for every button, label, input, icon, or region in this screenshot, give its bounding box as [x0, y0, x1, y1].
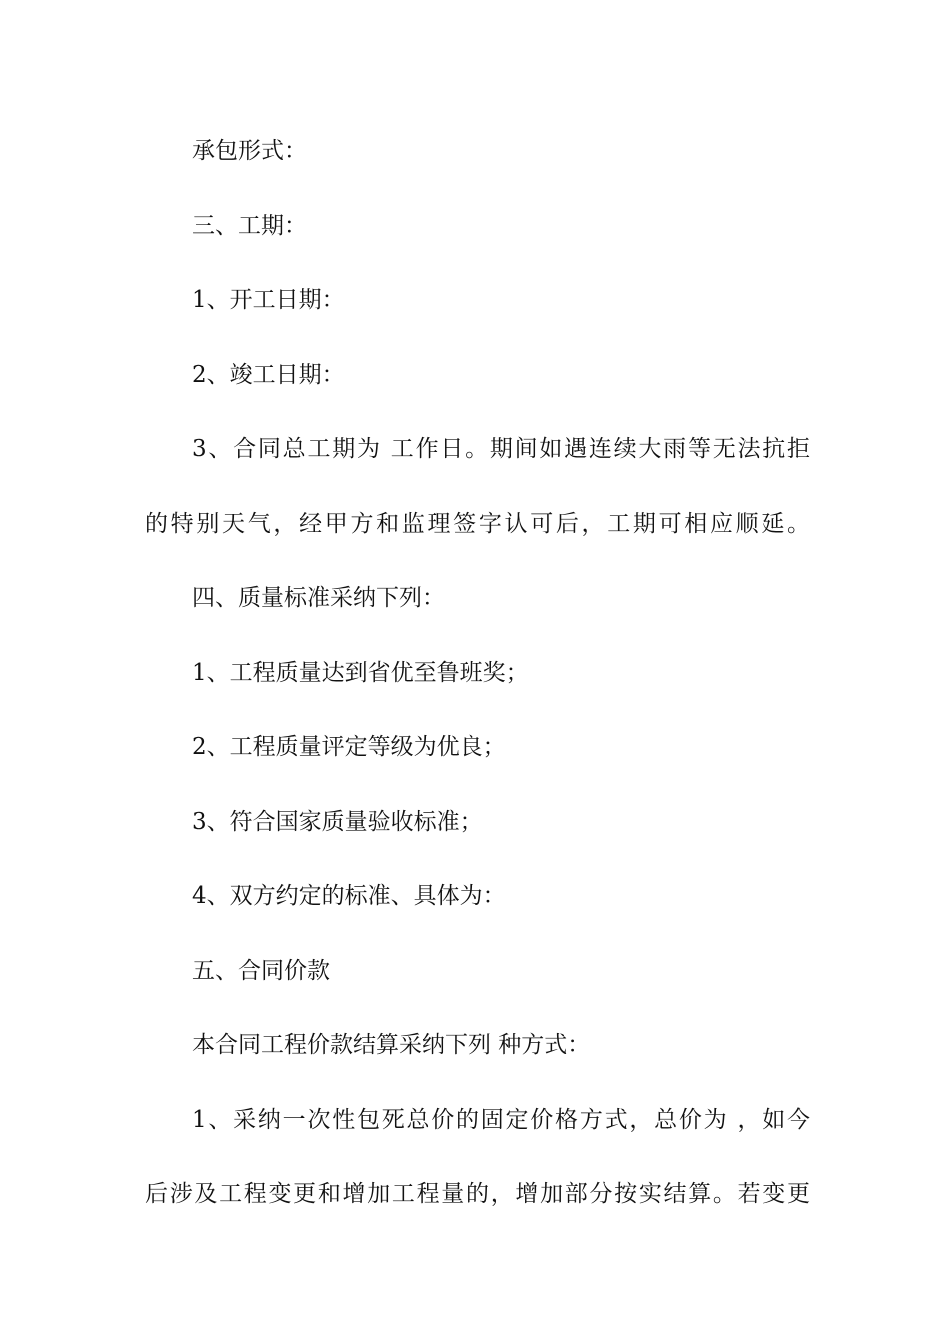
text-line-quality-award: 1、工程质量达到省优至鲁班奖； — [192, 659, 529, 686]
heading-section-5-price: 五、合同价款 — [192, 957, 330, 984]
text-line-weather-delay: 的特别天气，经甲方和监理签字认可后，工期可相应顺延。 — [145, 510, 810, 537]
text-line-national-standard: 3、符合国家质量验收标准； — [192, 808, 483, 835]
text-line-completion-date: 2、竣工日期： — [192, 361, 345, 388]
text-line-contract-form: 承包形式： — [192, 138, 307, 164]
text-line-fixed-price: 1、采纳一次性包死总价的固定价格方式，总价为 ，如今 — [192, 1106, 810, 1133]
text-line-settlement-method: 本合同工程价款结算采纳下列 种方式： — [192, 1032, 591, 1058]
document-body — [145, 130, 810, 1248]
heading-section-3-duration: 三、工期： — [192, 212, 307, 239]
text-line-total-duration: 3、合同总工期为 工作日。期间如遇连续大雨等无法抗拒 — [192, 436, 810, 462]
text-line-quality-grade: 2、工程质量评定等级为优良； — [192, 734, 506, 760]
text-line-agreed-standard: 4、双方约定的标准、具体为： — [192, 883, 506, 909]
text-line-start-date: 1、开工日期： — [192, 287, 345, 313]
heading-section-4-quality: 四、质量标准采纳下列： — [192, 585, 445, 611]
text-line-change-settlement: 后涉及工程变更和增加工程量的，增加部分按实结算。若变更 — [145, 1181, 810, 1207]
